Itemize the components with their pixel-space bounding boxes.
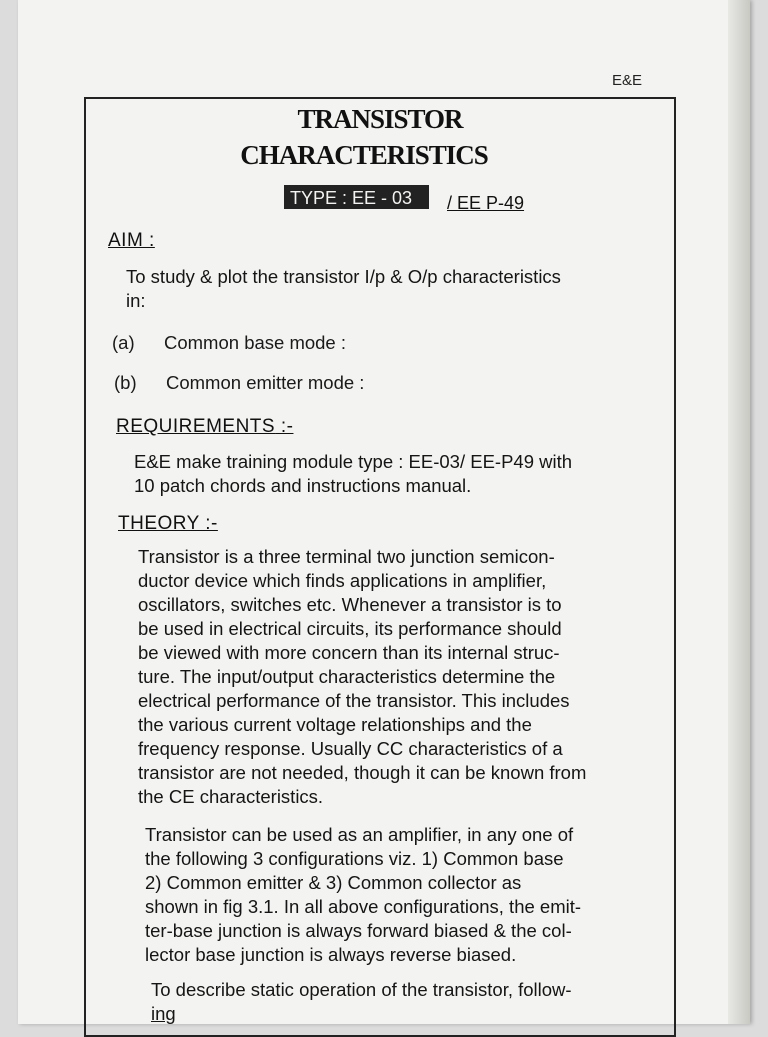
theory-p2-line: the following 3 configurations viz. 1) Common base (145, 848, 564, 869)
page-edge (728, 0, 750, 1024)
title-line-1: TRANSISTOR (297, 104, 463, 134)
aim-line-2: in: (126, 290, 146, 311)
theory-p1-line: be viewed with more concern than its internal struc- (138, 642, 560, 663)
title-line-2: CHARACTERISTICS (240, 140, 488, 170)
theory-p1-line: oscillators, switches etc. Whenever a transistor is to (138, 594, 562, 615)
theory-p2-line: shown in fig 3.1. In all above configurations, the emit- (145, 896, 582, 917)
theory-paragraph-3 (151, 978, 656, 1026)
theory-p1-line: frequency response. Usually CC characteristics of a (138, 738, 563, 759)
type-label: TYPE : EE - 03 (284, 185, 429, 209)
theory-p3-line: ing (151, 1003, 176, 1024)
theory-p2-line: 2) Common emitter & 3) Common collector as (145, 872, 522, 893)
theory-p2-line: lector base junction is always reverse biased. (145, 944, 517, 965)
mode-item-a (112, 332, 346, 354)
theory-p1-line: electrical performance of the transistor. This includes (138, 690, 570, 711)
requirements-heading-text: REQUIREMENTS (116, 416, 276, 437)
requirements-heading-suffix: :- (275, 416, 294, 437)
mode-label-b: (b) (114, 372, 137, 393)
theory-p3-line: To describe static operation of the transistor, follow- (151, 979, 572, 1000)
mode-item-b (114, 372, 364, 394)
theory-p1-line: the CE characteristics. (138, 786, 324, 807)
mode-label-a: (a) (112, 332, 135, 353)
theory-heading (118, 513, 218, 535)
theory-p1-line: Transistor is a three terminal two junction semicon- (138, 546, 555, 567)
aim-text (126, 265, 561, 313)
theory-p1-line: ture. The input/output characteristics determine the (138, 666, 556, 687)
aim-heading: AIM : (108, 230, 155, 251)
theory-p1-line: transistor are not needed, though it can be known from (138, 762, 587, 783)
requirements-line-2: 10 patch chords and instructions manual. (134, 475, 472, 496)
requirements-line-1: E&E make training module type : EE-03/ EE-P49 with (134, 451, 573, 472)
theory-p1-line: the various current voltage relationships and the (138, 714, 532, 735)
type-suffix: / EE P-49 (447, 193, 525, 213)
requirements-text (134, 450, 572, 498)
header-tag: E&E (612, 72, 643, 89)
mode-text-b: Common emitter mode : (166, 372, 365, 393)
aim-line-1: To study & plot the transistor I/p & O/p characteristics (126, 266, 561, 287)
theory-heading-text: THEORY (118, 513, 200, 534)
requirements-heading (116, 416, 293, 438)
theory-p2-line: Transistor can be used as an amplifier, in any one of (145, 824, 574, 845)
theory-p2-line: ter-base junction is always forward biased & the col- (145, 920, 572, 941)
theory-p1-line: ductor device which finds applications in amplifier, (138, 570, 547, 591)
mode-text-a: Common base mode : (164, 332, 347, 353)
theory-paragraph-1 (138, 545, 643, 809)
theory-paragraph-2 (145, 823, 650, 967)
type-row (284, 185, 524, 214)
theory-heading-suffix: :- (199, 513, 218, 534)
theory-p1-line: be used in electrical circuits, its performance should (138, 618, 562, 639)
